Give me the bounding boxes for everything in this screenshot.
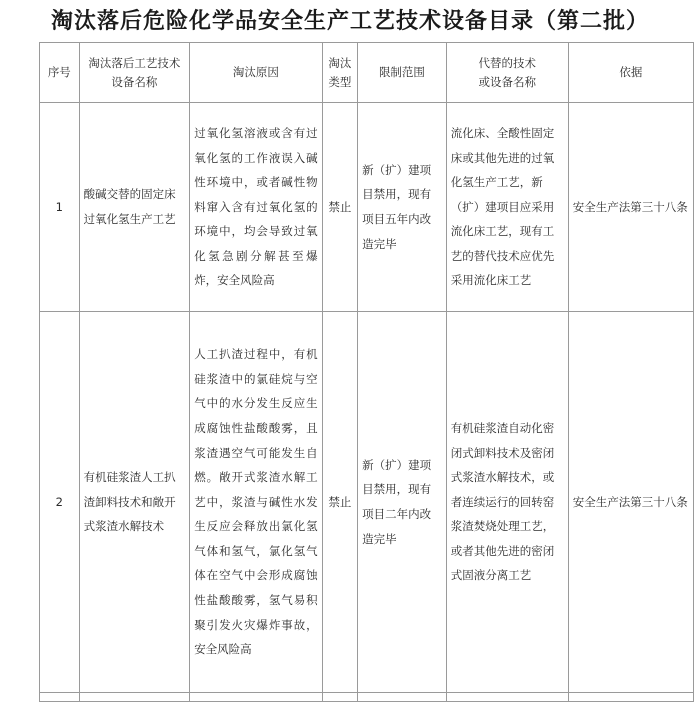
cell-empty xyxy=(358,693,447,702)
cell-scope: 新（扩）建项目禁用，现有项目五年内改造完毕 xyxy=(358,103,447,312)
cell-name: 有机硅浆渣人工扒渣卸料技术和敞开式浆渣水解技术 xyxy=(79,312,190,693)
cell-basis: 安全生产法第三十八条 xyxy=(568,312,693,693)
table-row xyxy=(40,312,694,693)
cell-alternative: 流化床、全酸性固定床或其他先进的过氧化氢生产工艺，新（扩）建项目应采用流化床工艺，现有工艺的替代技术应优先采用流化床工艺 xyxy=(446,103,568,312)
table-row xyxy=(40,103,694,312)
cell-type: 禁止 xyxy=(322,312,357,693)
header-scope: 限制范围 xyxy=(358,43,447,103)
cell-empty xyxy=(568,693,693,702)
header-no: 序号 xyxy=(40,43,80,103)
cell-type: 禁止 xyxy=(322,103,357,312)
header-basis: 依据 xyxy=(568,43,693,103)
cell-empty xyxy=(79,693,190,702)
cell-empty xyxy=(446,693,568,702)
cell-alternative: 有机硅浆渣自动化密闭式卸料技术及密闭式浆渣水解技术，或者连续运行的回转窑浆渣焚烧处理工艺，或者其他先进的密闭式固液分离工艺 xyxy=(446,312,568,693)
cell-scope: 新（扩）建项目禁用，现有项目二年内改造完毕 xyxy=(358,312,447,693)
header-type: 淘汰 类型 xyxy=(322,43,357,103)
table-row-partial xyxy=(40,693,694,702)
cell-empty xyxy=(40,693,80,702)
cell-reason: 过氧化氢溶液或含有过氧化氢的工作液误入碱性环境中，或者碱性物料窜入含有过氧化氢的环境中，均会导致过氧化氢急剧分解甚至爆炸，安全风险高 xyxy=(190,103,322,312)
header-name: 淘汰落后工艺技术 设备名称 xyxy=(79,43,190,103)
table-header-row xyxy=(40,43,694,103)
cell-no: 2 xyxy=(40,312,80,693)
cell-no: 1 xyxy=(40,103,80,312)
document-title: 淘汰落后危险化学品安全生产工艺技术设备目录（第二批） xyxy=(50,8,649,34)
header-reason: 淘汰原因 xyxy=(190,43,322,103)
catalog-table xyxy=(39,42,694,702)
cell-reason: 人工扒渣过程中，有机硅浆渣中的氯硅烷与空气中的水分发生反应生成腐蚀性盐酸酸雾，且浆渣遇空气可能发生自燃。敞开式浆渣水解工艺中，浆渣与碱性水发生反应会释放出氯化氢气体和氢气，氯化氢气体在空气中会形成腐蚀性盐酸酸雾，氢气易积聚引发火灾爆炸事故，安全风险高 xyxy=(190,312,322,693)
cell-empty xyxy=(322,693,357,702)
cell-name: 酸碱交替的固定床过氧化氢生产工艺 xyxy=(79,103,190,312)
header-alternative: 代替的技术 或设备名称 xyxy=(446,43,568,103)
cell-empty xyxy=(190,693,322,702)
cell-basis: 安全生产法第三十八条 xyxy=(568,103,693,312)
